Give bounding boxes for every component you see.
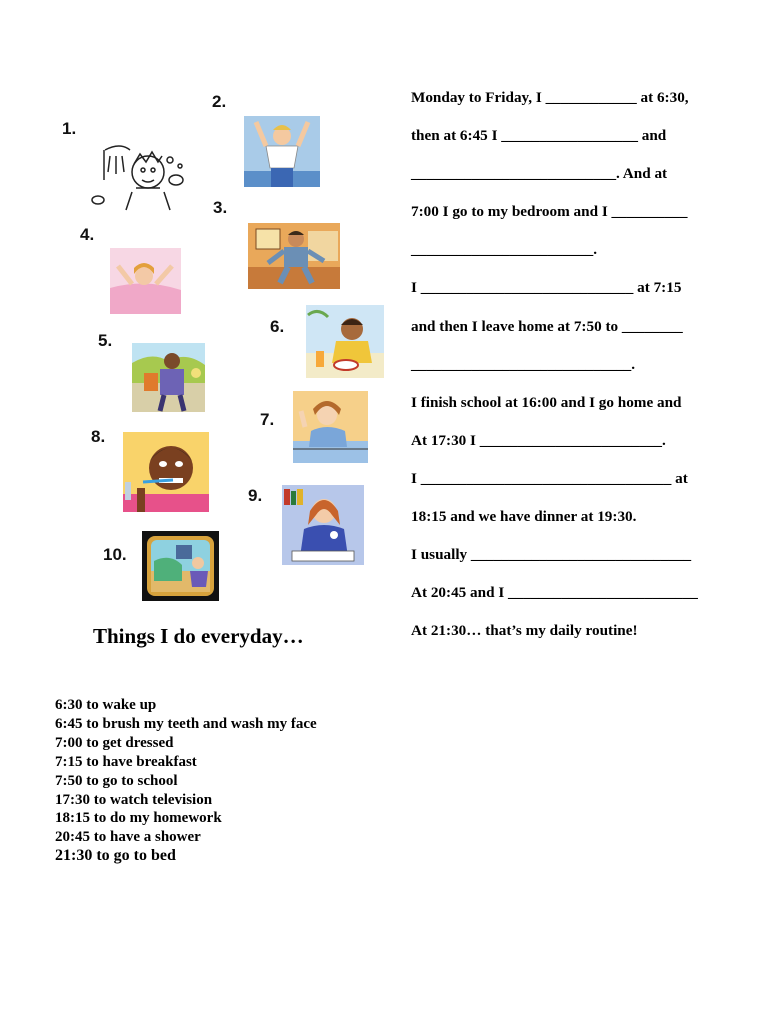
page-title: Things I do everyday… (93, 624, 304, 648)
schedule-item: 7:50 to go to school (55, 772, 178, 789)
story-line: I usually _____________________________ (411, 546, 692, 564)
breakfast-picture (306, 305, 384, 378)
picture-number: 9. (248, 486, 263, 505)
story-line: I ____________________________ at 7:15 (411, 279, 682, 297)
story-line: At 17:30 I ________________________. (411, 431, 666, 449)
story-line: _____________________________. (411, 355, 636, 373)
shower-picture (90, 140, 190, 216)
story-line: ___________________________. And at (411, 165, 668, 183)
go-to-school-picture (132, 343, 205, 412)
brush-teeth-picture (123, 432, 209, 512)
picture-number: 6. (270, 317, 285, 336)
homework-picture (282, 485, 364, 565)
picture-number: 3. (213, 198, 228, 217)
schedule-item: 21:30 to go to bed (55, 847, 176, 865)
get-up-picture (248, 223, 340, 289)
picture-number: 5. (98, 331, 113, 350)
schedule-item: 6:30 to wake up (55, 697, 157, 713)
story-line: then at 6:45 I __________________ and (411, 127, 667, 145)
picture-number: 10. (103, 545, 127, 564)
story-line: I finish school at 16:00 and I go home and (411, 393, 682, 411)
picture-number: 8. (91, 427, 106, 446)
picture-number: 4. (80, 225, 95, 244)
schedule-item: 7:15 to have breakfast (55, 753, 197, 770)
picture-number: 1. (62, 119, 77, 138)
wake-up-picture (110, 248, 181, 314)
story-line: At 20:45 and I _________________________ (411, 584, 698, 602)
schedule-item: 6:45 to brush my teeth and wash my face (55, 715, 317, 732)
story-line: and then I leave home at 7:50 to ________ (411, 317, 683, 335)
fill-in-text (411, 89, 751, 660)
story-line: 18:15 and we have dinner at 19:30. (411, 508, 637, 526)
television-picture (142, 531, 219, 601)
schedule-item: 18:15 to do my homework (55, 810, 222, 827)
story-line: Monday to Friday, I ____________ at 6:30, (411, 89, 689, 106)
picture-number: 7. (260, 410, 275, 429)
schedule-item: 7:00 to get dressed (55, 734, 174, 751)
schedule-list (55, 696, 317, 866)
schedule-item: 17:30 to watch television (55, 791, 213, 808)
story-line: At 21:30… that’s my daily routine! (411, 622, 638, 640)
story-line: 7:00 I go to my bedroom and I __________ (411, 203, 688, 221)
bed-picture (293, 391, 368, 463)
picture-number: 2. (212, 92, 227, 111)
get-dressed-picture (244, 116, 320, 187)
story-line: ________________________. (411, 241, 598, 259)
story-line: I _________________________________ at (411, 469, 688, 487)
schedule-item: 20:45 to have a shower (55, 829, 201, 846)
